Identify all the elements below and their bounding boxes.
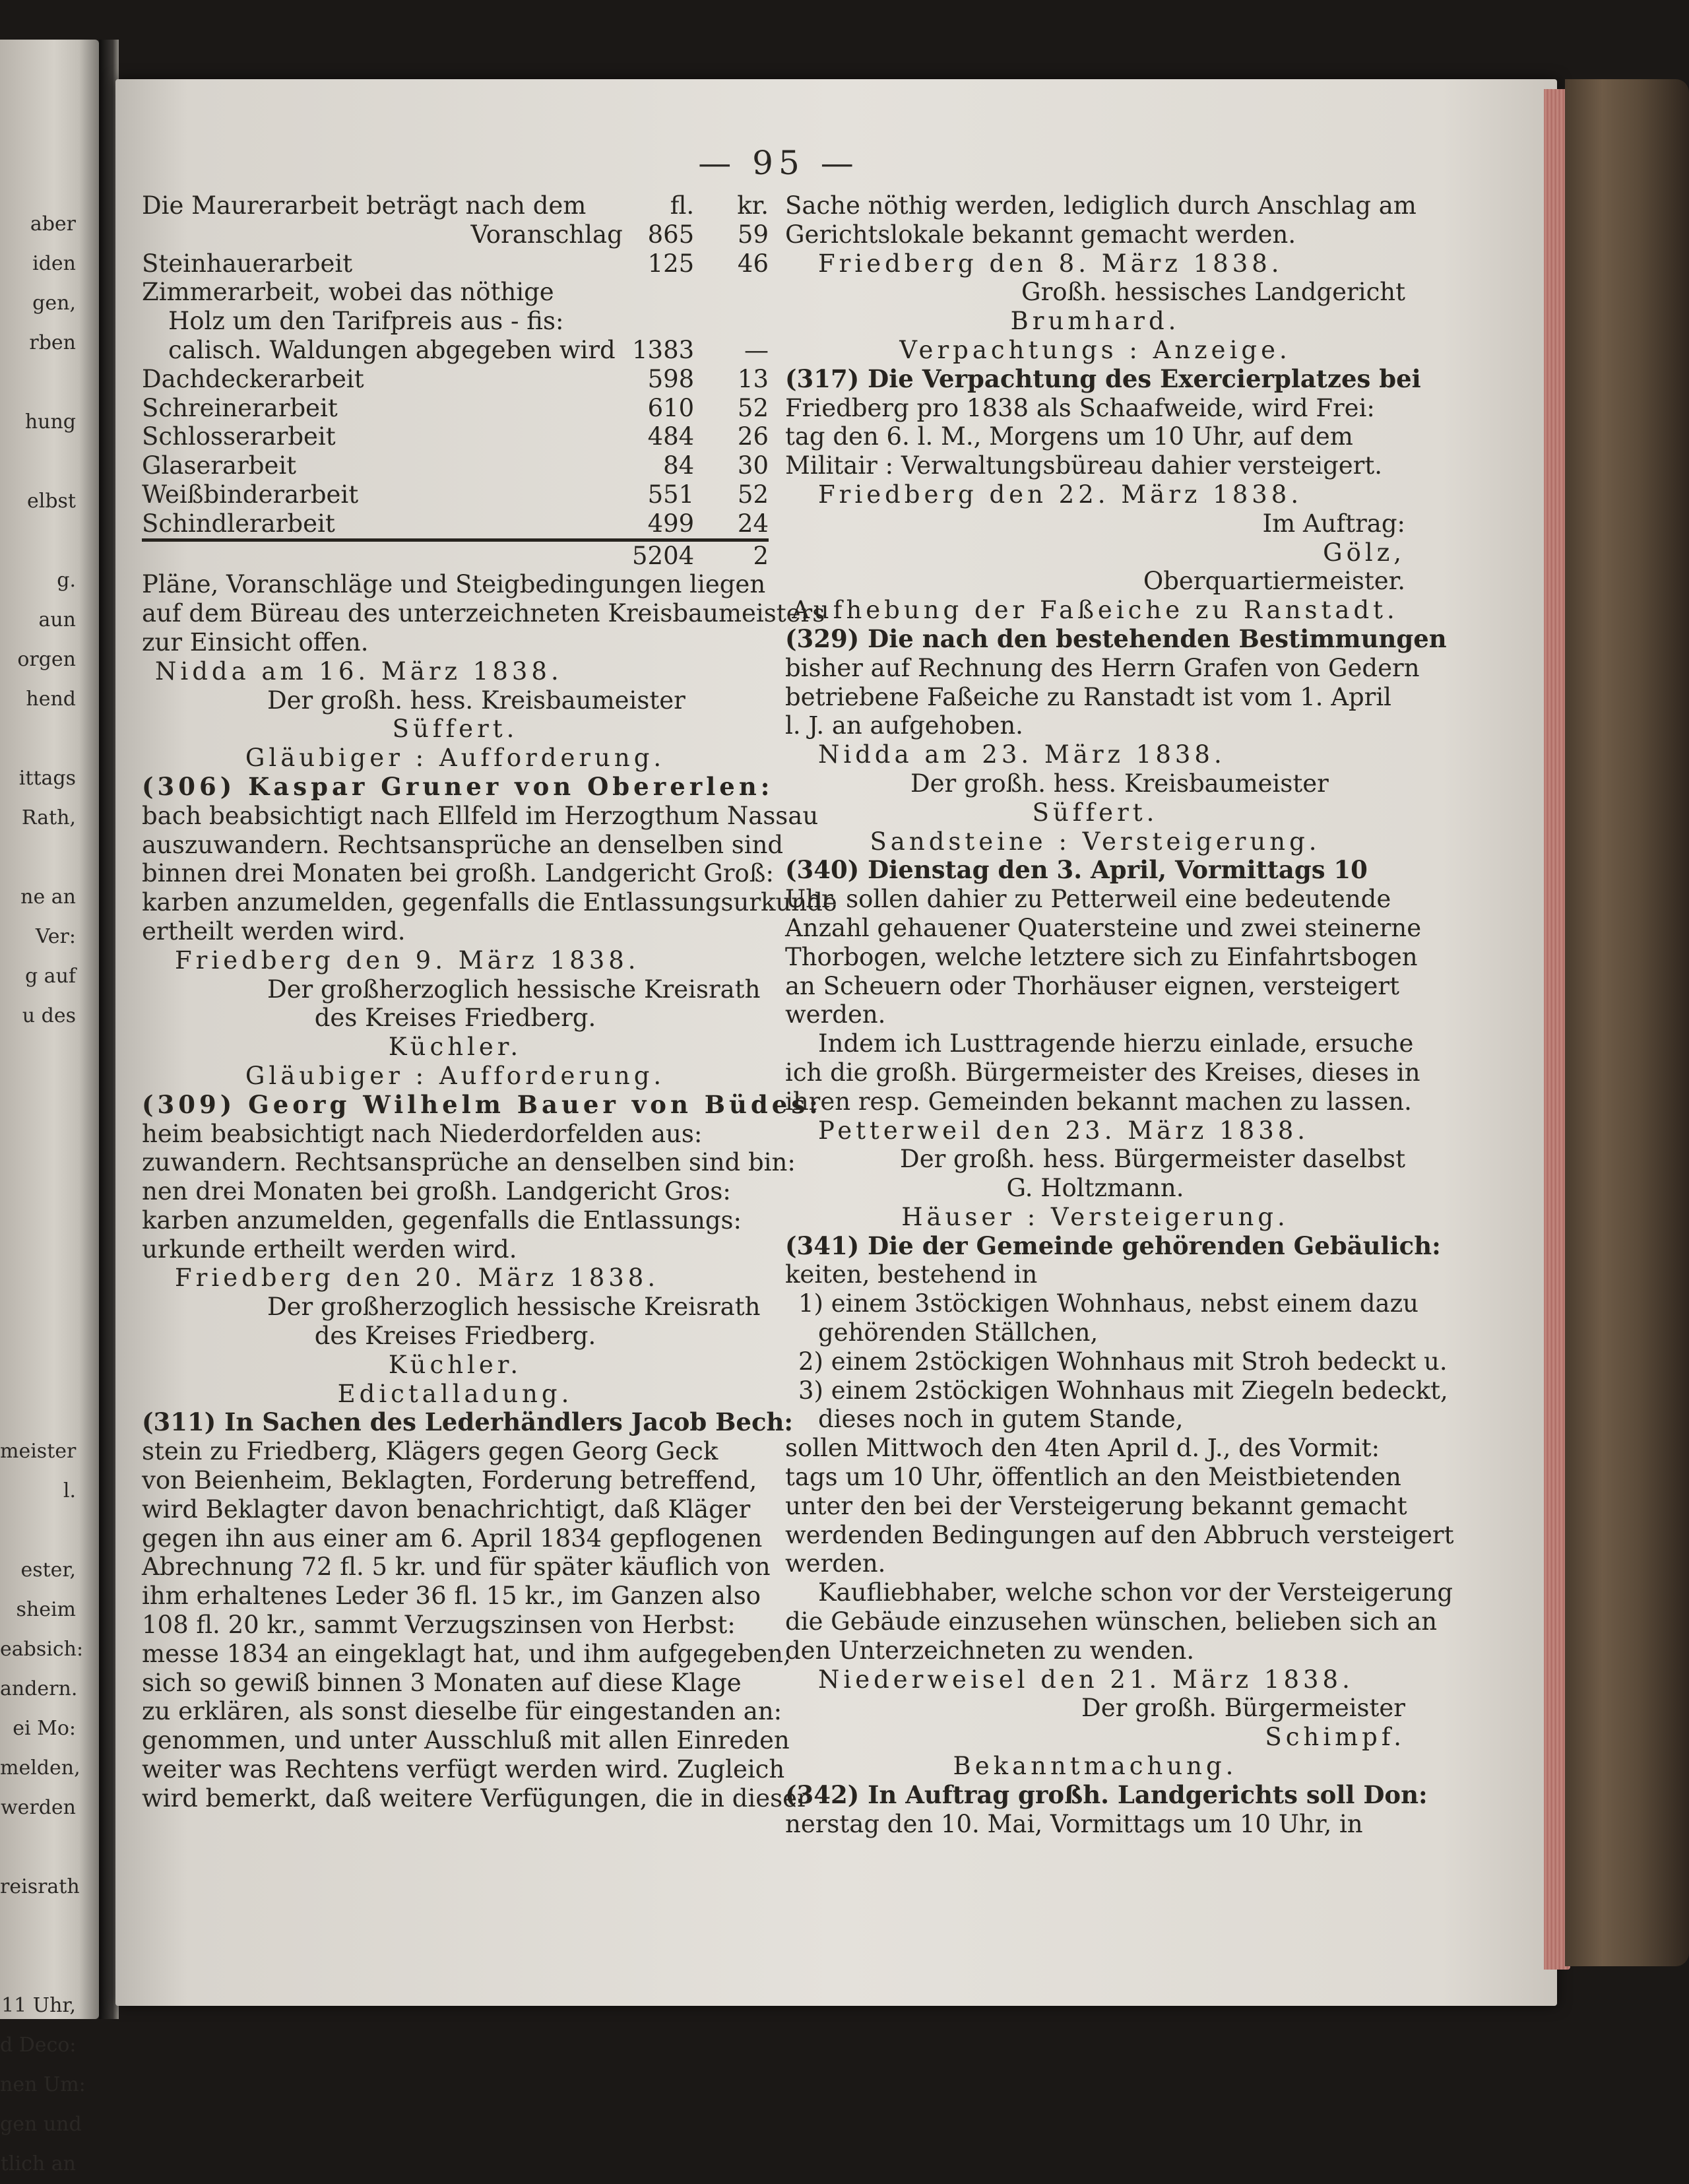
cost-fl: [623, 307, 694, 336]
margin-fragment: [0, 1907, 76, 1946]
text-line: (341) Die der Gemeinde gehörenden Gebäulich:: [785, 1231, 1441, 1260]
text-line: betriebene Faßeiche zu Ranstadt ist vom 1. April: [785, 682, 1392, 711]
margin-fragment: hend: [26, 688, 76, 711]
text-line: Süffert.: [392, 715, 519, 744]
text-line: Oberquartiermeister.: [1143, 567, 1405, 596]
page-number: — 95 —: [698, 144, 859, 182]
text-line: stein zu Friedberg, Klägers gegen Georg Geck: [142, 1437, 718, 1466]
cost-row: [142, 365, 769, 394]
text-line: Küchler.: [388, 1033, 523, 1062]
text-line: von Beienheim, Beklagten, Forderung betreffend,: [142, 1466, 757, 1495]
margin-fragment: meister: [0, 1440, 77, 1463]
margin-fragment: [0, 1076, 76, 1115]
text-line: Schimpf.: [1265, 1723, 1405, 1752]
cost-intro: Die Maurerarbeit beträgt nach dem: [142, 191, 587, 220]
text-line: Der großh. hess. Bürgermeister daselbst: [900, 1145, 1405, 1174]
cost-row: [142, 220, 769, 249]
text-line: Sache nöthig werden, lediglich durch Anschlag am: [785, 191, 1417, 220]
margin-fragment: [0, 719, 76, 759]
text-line: unter den bei der Versteigerung bekannt gemacht: [785, 1491, 1407, 1520]
text-line: Indem ich Lusttragende hierzu einlade, ersuche: [818, 1029, 1414, 1058]
margin-fragment: eabsich:: [0, 1638, 84, 1661]
cost-row: [142, 509, 769, 540]
text-line: 3) einem 2stöckigen Wohnhaus mit Ziegeln bedeckt,: [798, 1376, 1448, 1405]
text-line: Küchler.: [388, 1350, 523, 1379]
text-line: bisher auf Rechnung des Herrn Grafen von Gedern: [785, 653, 1420, 682]
text-line: gehörenden Ställchen,: [818, 1318, 1099, 1347]
text-line: 108 fl. 20 kr., sammt Verzugszinsen von Herbst:: [142, 1611, 736, 1640]
margin-fragment: nen Um:: [0, 2073, 86, 2096]
text-line: ihm erhaltenes Leder 36 fl. 15 kr., im Ganzen also: [142, 1582, 761, 1611]
margin-fragment: Ver:: [35, 925, 76, 948]
margin-fragment: g.: [57, 569, 76, 592]
text-line: werdenden Bedingungen auf den Abbruch versteigert: [785, 1520, 1454, 1549]
text-line: G. Holtzmann.: [1006, 1174, 1184, 1203]
cost-fl: 865: [647, 220, 695, 249]
text-line: den Unterzeichneten zu wenden.: [785, 1636, 1195, 1665]
text-line: zur Einsicht offen.: [142, 627, 369, 657]
text-line: Friedberg den 20. März 1838.: [175, 1264, 660, 1293]
margin-fragment: andern.: [0, 1677, 78, 1700]
margin-fragment: ittags: [18, 767, 76, 790]
margin-fragment: [0, 1273, 76, 1313]
margin-fragment: [0, 1511, 76, 1551]
margin-fragment: [0, 363, 76, 402]
cost-row: [142, 451, 769, 480]
text-line: tag den 6. l. M., Morgens um 10 Uhr, auf dem: [785, 422, 1353, 451]
cost-fl: 1383: [632, 335, 695, 364]
margin-fragment: gen,: [32, 292, 76, 315]
text-line: sich so gewiß binnen 3 Monaten auf diese Klage: [142, 1668, 742, 1697]
text-line: 1) einem 3stöckigen Wohnhaus, nebst einem dazu: [798, 1289, 1418, 1318]
text-line: karben anzumelden, gegenfalls die Entlassungsurkunde: [142, 888, 837, 917]
text-line: 2) einem 2stöckigen Wohnhaus mit Stroh bedeckt u.: [798, 1347, 1448, 1376]
text-line: Der großherzoglich hessische Kreisrath: [267, 975, 761, 1004]
cost-label: Schlosserarbeit: [142, 422, 336, 451]
text-line: werden.: [785, 1000, 886, 1029]
margin-fragment: aber: [30, 212, 76, 236]
text-line: weiter was Rechtens verfügt werden wird. Zugleich: [142, 1755, 785, 1784]
right-column: [785, 191, 1454, 1838]
cost-kr: 59: [737, 220, 769, 249]
margin-fragment: [0, 1155, 76, 1194]
text-line: Friedberg den 9. März 1838.: [175, 946, 640, 975]
cost-kr: [694, 278, 769, 307]
margin-fragment: hung: [24, 410, 76, 434]
text-line: Gläubiger : Aufforderung.: [245, 744, 666, 773]
cost-row: [142, 278, 769, 307]
text-line: Pläne, Voranschläge und Steigbedingungen liegen: [142, 570, 766, 599]
margin-fragment: 11 Uhr,: [1, 1994, 76, 2017]
text-line: nen drei Monaten bei großh. Landgericht Gros:: [142, 1177, 731, 1206]
cost-table: [142, 191, 769, 570]
text-line: Aufhebung der Faßeiche zu Ranstadt.: [792, 596, 1399, 625]
text-line: Häuser : Versteigerung.: [901, 1202, 1289, 1231]
text-line: urkunde ertheilt werden wird.: [142, 1235, 517, 1264]
left-column: [142, 191, 837, 1813]
text-line: Thorbogen, welche letztere sich zu Einfahrtsbogen: [785, 942, 1418, 971]
text-line: Süffert.: [1032, 798, 1159, 827]
text-line: auszuwandern. Rechtsansprüche an denselben sind: [142, 830, 784, 859]
left-margin-fragments: [0, 205, 86, 2184]
text-line: Gerichtslokale bekannt gemacht werden.: [785, 220, 1296, 249]
margin-fragment: melden,: [0, 1756, 80, 1780]
margin-fragment: ester,: [20, 1558, 76, 1582]
cost-kr: 13: [737, 364, 769, 393]
cost-label: Schindlerarbeit: [142, 509, 335, 538]
text-line: Petterweil den 23. März 1838.: [818, 1116, 1310, 1145]
text-line: des Kreises Friedberg.: [314, 1322, 596, 1351]
text-line: Friedberg den 8. März 1838.: [818, 249, 1283, 278]
cost-fl: 551: [647, 480, 695, 509]
margin-fragment: sheim: [16, 1598, 76, 1621]
text-line: (329) Die nach den bestehenden Bestimmungen: [785, 624, 1447, 653]
text-line: Edictalladung.: [337, 1379, 573, 1408]
margin-fragment: [0, 1313, 76, 1353]
margin-fragment: [0, 1115, 76, 1155]
text-line: Der großherzoglich hessische Kreisrath: [267, 1293, 761, 1322]
text-line: Militair : Verwaltungsbüreau dahier versteigert.: [785, 451, 1382, 480]
margin-fragment: orgen: [17, 648, 76, 671]
text-line: zuwandern. Rechtsansprüche an denselben sind bin:: [142, 1148, 796, 1177]
margin-fragment: l.: [63, 1479, 76, 1502]
margin-fragment: elbst: [26, 490, 76, 513]
text-line: Uhr, sollen dahier zu Petterweil eine bedeutende: [785, 885, 1391, 914]
text-line: an Scheuern oder Thorhäuser eignen, versteigert: [785, 971, 1399, 1000]
total-kr: 2: [694, 540, 769, 570]
text-line: (309) Georg Wilhelm Bauer von Büdes:: [142, 1089, 822, 1119]
text-line: ich die großh. Bürgermeister des Kreises, dieses in: [785, 1058, 1420, 1087]
margin-fragment: g auf: [24, 965, 76, 988]
cost-fl: 84: [663, 451, 695, 480]
text-line: die Gebäude einzusehen wünschen, belieben sich an: [785, 1607, 1438, 1636]
cost-kr: 46: [737, 249, 769, 278]
text-line: Der großh. hess. Kreisbaumeister: [910, 769, 1329, 798]
margin-fragment: [0, 1036, 76, 1076]
text-line: Niederweisel den 21. März 1838.: [818, 1665, 1354, 1694]
text-line: Großh. hessisches Landgericht: [1021, 278, 1405, 307]
text-line: sollen Mittwoch den 4ten April d. J., des Vormit:: [785, 1434, 1380, 1463]
text-line: Nidda am 23. März 1838.: [818, 740, 1226, 769]
margin-fragment: rben: [29, 331, 76, 354]
cost-row: [142, 307, 769, 336]
margin-fragment: [0, 442, 76, 482]
cost-row: [142, 336, 769, 365]
text-line: des Kreises Friedberg.: [314, 1004, 596, 1033]
text-line: (340) Dienstag den 3. April, Vormittags 10: [785, 855, 1368, 885]
text-line: (311) In Sachen des Lederhändlers Jacob Bech:: [142, 1407, 794, 1437]
margin-fragment: werden: [0, 1796, 76, 1819]
text-line: tags um 10 Uhr, öffentlich an den Meistbietenden: [785, 1463, 1401, 1492]
margin-fragment: gen und: [0, 2113, 82, 2136]
margin-fragment: reisrath: [0, 1875, 80, 1898]
margin-fragment: [0, 838, 76, 878]
text-line: (306) Kaspar Gruner von Obererlen:: [142, 771, 774, 801]
col-kr-header: kr.: [737, 191, 769, 220]
margin-fragment: ne an: [20, 885, 76, 909]
margin-fragment: aun: [38, 608, 76, 631]
text-line: dieses noch in gutem Stande,: [818, 1405, 1184, 1434]
cost-label: Dachdeckerarbeit: [142, 364, 364, 393]
cost-fl: [623, 278, 694, 307]
cost-fl: 610: [647, 393, 695, 422]
text-line: Bekanntmachung.: [953, 1752, 1238, 1781]
cost-label: Glaserarbeit: [142, 451, 297, 480]
text-line: zu erklären, als sonst dieselbe für eingestanden an:: [142, 1697, 782, 1726]
text-line: nerstag den 10. Mai, Vormittags um 10 Uhr, in: [785, 1809, 1363, 1838]
text-line: Friedberg den 22. März 1838.: [818, 480, 1303, 509]
cost-label: Voranschlag: [470, 220, 623, 249]
cost-label: Weißbinderarbeit: [142, 480, 359, 509]
text-line: Anzahl gehauener Quatersteine und zwei steinerne: [785, 913, 1422, 942]
text-line: werden.: [785, 1549, 886, 1578]
cost-kr: 52: [737, 393, 769, 422]
cost-label: Schreinerarbeit: [142, 393, 338, 422]
text-line: Sandsteine : Versteigerung.: [870, 827, 1321, 856]
text-line: (317) Die Verpachtung des Exercierplatzes bei: [785, 364, 1421, 393]
right-column-text: [785, 191, 1454, 1838]
cost-label: Zimmerarbeit, wobei das nöthige: [142, 278, 554, 307]
text-line: Brumhard.: [1010, 307, 1180, 336]
cost-kr: —: [744, 335, 769, 364]
margin-fragment: [0, 1946, 76, 1986]
cost-row: [142, 249, 769, 278]
cost-kr: 52: [737, 480, 769, 509]
margin-fragment: [0, 1828, 76, 1867]
text-line: Verpachtungs : Anzeige.: [899, 335, 1291, 364]
text-line: wird bemerkt, daß weitere Verfügungen, die in dieser: [142, 1783, 809, 1813]
text-line: keiten, bestehend in: [785, 1260, 1038, 1289]
text-line: Kaufliebhaber, welche schon vor der Versteigerung: [818, 1578, 1453, 1607]
text-line: ertheilt werden wird.: [142, 916, 406, 946]
cost-label: calisch. Waldungen abgegeben wird: [168, 335, 616, 364]
text-line: Nidda am 16. März 1838.: [155, 657, 563, 686]
text-line: auf dem Büreau des unterzeichneten Kreisbaumeisters: [142, 599, 825, 628]
total-fl: 5204: [623, 540, 694, 570]
text-line: l. J. an aufgehoben.: [785, 711, 1023, 740]
margin-fragment: tlich an: [0, 2152, 76, 2175]
text-line: (342) In Auftrag großh. Landgerichts soll Don:: [785, 1780, 1428, 1809]
margin-fragment: Rath,: [21, 806, 76, 829]
text-line: binnen drei Monaten bei großh. Landgericht Groß:: [142, 859, 774, 888]
left-column-text: [142, 570, 837, 1813]
cost-table-header: [142, 191, 769, 220]
margin-fragment: [0, 1353, 76, 1392]
cost-row: [142, 480, 769, 509]
cost-kr: 30: [737, 451, 769, 480]
text-line: Gölz,: [1323, 538, 1405, 567]
left-page-edge: [0, 40, 99, 2175]
book-cover-edge: [1565, 79, 1689, 1966]
text-line: Der großh. hess. Kreisbaumeister: [267, 686, 685, 715]
margin-fragment: ei Mo:: [13, 1717, 76, 1740]
cost-row: [142, 422, 769, 451]
margin-fragment: [0, 1194, 76, 1234]
cost-total-row: [142, 540, 769, 570]
cost-fl: 125: [647, 249, 695, 278]
cost-fl: 484: [647, 422, 695, 451]
cost-kr: [694, 307, 769, 336]
text-line: Abrechnung 72 fl. 5 kr. und für später käuflich von: [142, 1553, 771, 1582]
text-line: Der großh. Bürgermeister: [1081, 1694, 1405, 1723]
cost-fl: 598: [647, 364, 695, 393]
cost-kr: 26: [737, 422, 769, 451]
margin-fragment: u des: [22, 1004, 76, 1027]
text-line: bach beabsichtigt nach Ellfeld im Herzogthum Nassau: [142, 801, 819, 830]
text-line: genommen, und unter Ausschluß mit allen Einreden: [142, 1726, 790, 1755]
text-line: Friedberg pro 1838 als Schaafweide, wird Frei:: [785, 393, 1375, 422]
margin-fragment: d Deco:: [0, 2034, 77, 2057]
cost-kr: 24: [737, 509, 769, 538]
margin-fragment: [0, 1234, 76, 1273]
text-line: karben anzumelden, gegenfalls die Entlassungs:: [142, 1205, 742, 1235]
cost-fl: 499: [647, 509, 695, 538]
margin-fragment: [0, 1392, 76, 1432]
cost-row: [142, 394, 769, 423]
cost-label: Holz um den Tarifpreis aus - fis:: [168, 307, 564, 336]
text-line: ihren resp. Gemeinden bekannt machen zu lassen.: [785, 1087, 1412, 1116]
col-fl-header: fl.: [670, 191, 695, 220]
margin-fragment: iden: [32, 252, 76, 275]
margin-fragment: [0, 521, 76, 561]
text-line: heim beabsichtigt nach Niederdorfelden aus:: [142, 1119, 703, 1148]
text-line: Im Auftrag:: [1262, 509, 1405, 538]
text-line: wird Beklagter davon benachrichtigt, daß Kläger: [142, 1494, 751, 1524]
text-line: messe 1834 an eingeklagt hat, und ihm aufgegeben,: [142, 1639, 791, 1668]
text-line: gegen ihn aus einer am 6. April 1834 gepflogenen: [142, 1524, 763, 1553]
cost-label: Steinhauerarbeit: [142, 249, 353, 278]
text-line: Gläubiger : Aufforderung.: [245, 1061, 666, 1090]
